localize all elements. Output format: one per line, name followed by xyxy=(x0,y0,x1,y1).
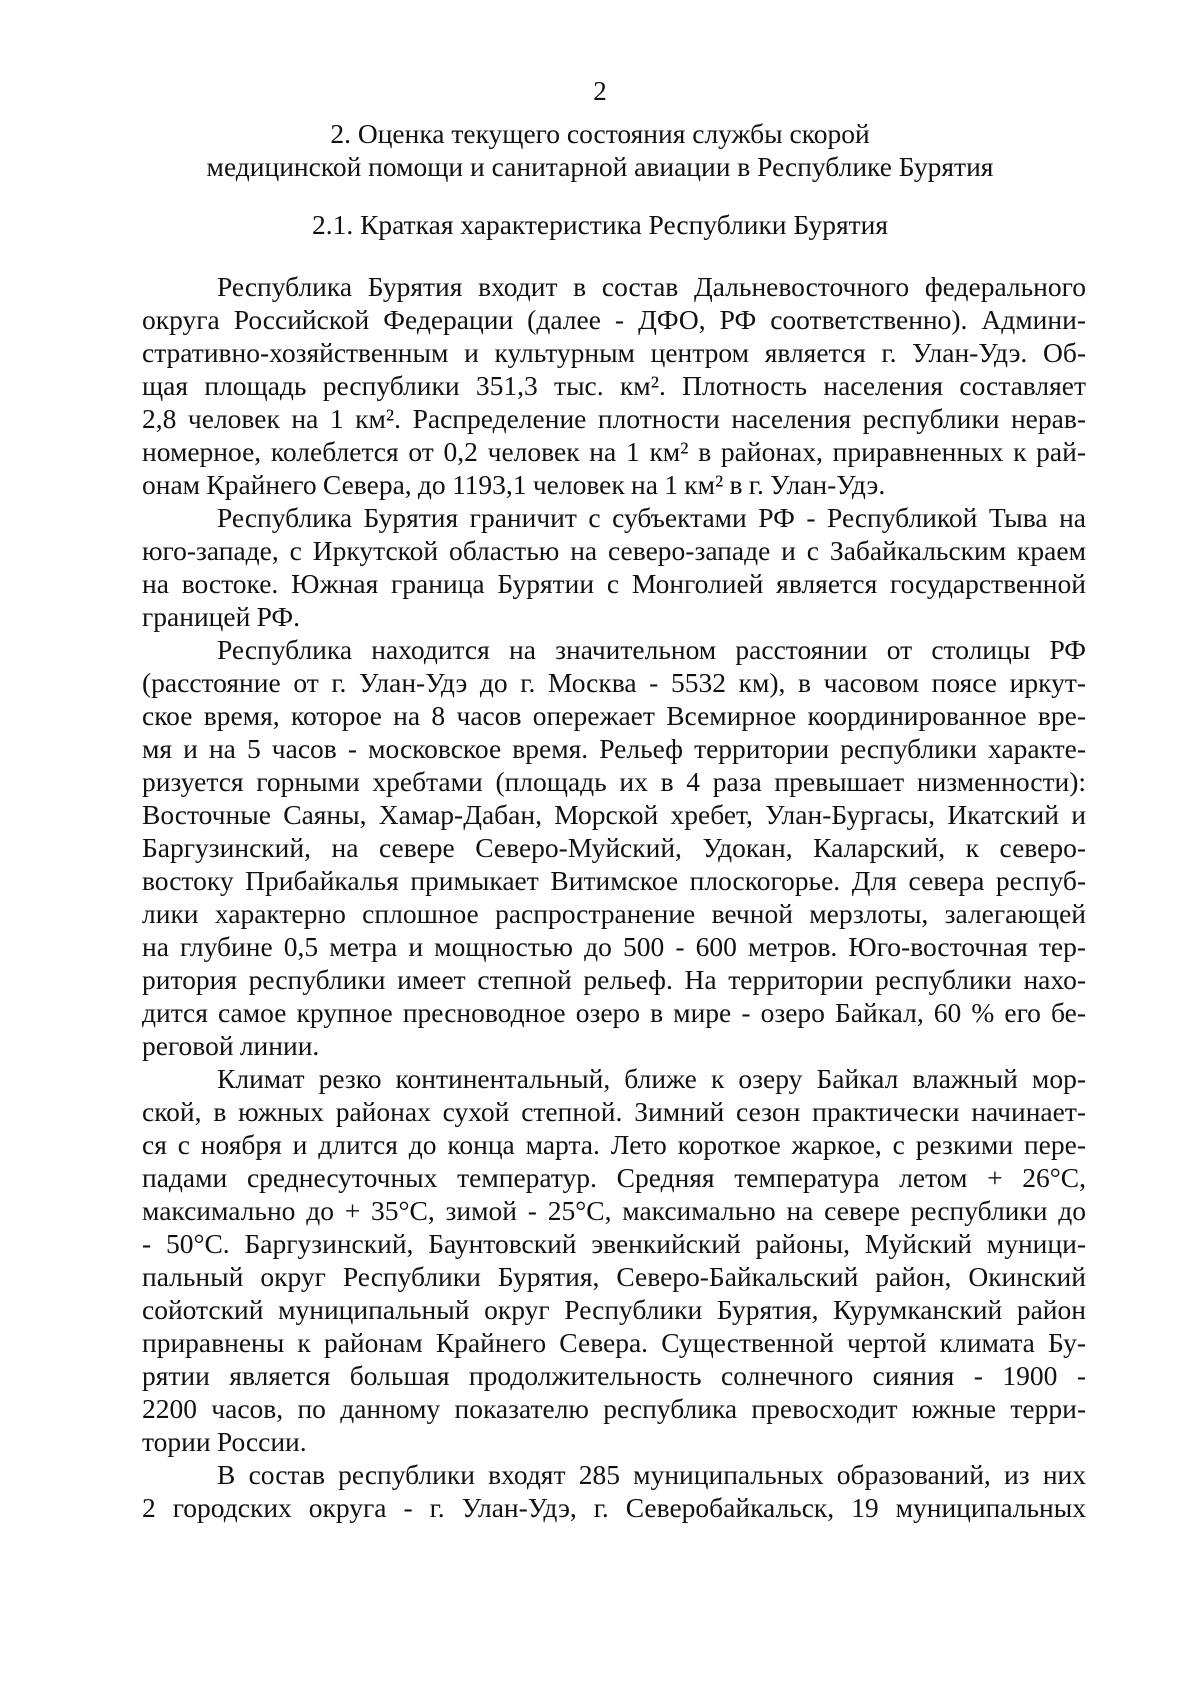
paragraph xyxy=(142,633,1086,1062)
paragraph-line: ризуется горными хребтами (площадь их в 4 раза превышает низменности): xyxy=(142,766,1086,797)
paragraph-line: Республика находится на значительном расстоянии от столицы РФ xyxy=(217,634,1086,665)
paragraph-line: Республика Бурятия входит в состав Дальневосточного федерального xyxy=(217,271,1086,302)
paragraph-line: пальный округ Республики Бурятия, Северо-Байкальский район, Окинский xyxy=(142,1261,1086,1292)
paragraph xyxy=(142,1062,1086,1458)
paragraph-line: (расстояние от г. Улан-Удэ до г. Москва - 5532 км), в часовом поясе иркут- xyxy=(142,667,1086,698)
paragraph-line: приравнены к районам Крайнего Севера. Существенной чертой климата Бу- xyxy=(142,1327,1086,1358)
paragraph-line: - 50°С. Баргузинский, Баунтовский эвенкийский районы, Муйский муници- xyxy=(142,1228,1086,1259)
section-heading-line: медицинской помощи и санитарной авиации в Республике Бурятия xyxy=(206,151,994,182)
paragraph xyxy=(142,270,1086,501)
paragraph-line: ся с ноября и длится до конца марта. Лето короткое жаркое, с резкими пере- xyxy=(142,1129,1086,1160)
paragraph-line: онам Крайнего Севера, до 1193,1 человек на 1 км² в г. Улан-Удэ. xyxy=(142,469,886,500)
paragraph-line: ской, в южных районах сухой степной. Зимний сезон практически начинает- xyxy=(142,1096,1086,1127)
section-heading-line: 2. Оценка текущего состояния службы скорой xyxy=(330,118,870,149)
paragraph-line: мя и на 5 часов - московское время. Рельеф территории республики характе- xyxy=(142,733,1086,764)
paragraph-line: на глубине 0,5 метра и мощностью до 500 - 600 метров. Юго-восточная тер- xyxy=(142,931,1086,962)
paragraph-line: лики характерно сплошное распространение вечной мерзлоты, залегающей xyxy=(142,898,1086,929)
paragraph-line: границей РФ. xyxy=(142,601,301,632)
paragraph-line: падами среднесуточных температур. Средняя температура летом + 26°С, xyxy=(142,1162,1086,1193)
paragraph-line: 2 городских округа - г. Улан-Удэ, г. Северобайкальск, 19 муниципальных xyxy=(142,1492,1086,1523)
paragraph-line: номерное, колеблется от 0,2 человек на 1 км² в районах, приравненных к рай- xyxy=(142,436,1086,467)
paragraph-line: дится самое крупное пресноводное озеро в мире - озеро Байкал, 60 % его бе- xyxy=(142,997,1086,1028)
subsection-heading xyxy=(120,208,1080,241)
section-heading xyxy=(120,117,1080,183)
paragraph-line: Республика Бурятия граничит с субъектами РФ - Республикой Тыва на xyxy=(217,502,1086,533)
subsection-heading-line: 2.1. Краткая характеристика Республики Бурятия xyxy=(311,209,889,240)
paragraph xyxy=(142,501,1086,633)
paragraph-line: стративно-хозяйственным и культурным центром является г. Улан-Удэ. Об- xyxy=(142,337,1086,368)
paragraph-line: юго-западе, с Иркутской областью на северо-западе и с Забайкальским краем xyxy=(142,535,1086,566)
paragraph-line: рятии является большая продолжительность солнечного сияния - 1900 - xyxy=(142,1360,1086,1391)
body-text xyxy=(142,270,1086,1524)
paragraph xyxy=(142,1458,1086,1524)
paragraph-line: Баргузинский, на севере Северо-Муйский, Удокан, Каларский, к северо- xyxy=(142,832,1086,863)
paragraph-line: Климат резко континентальный, ближе к озеру Байкал влажный мор- xyxy=(217,1063,1086,1094)
paragraph-line: В состав республики входят 285 муниципальных образований, из них xyxy=(217,1459,1086,1490)
paragraph-line: щая площадь республики 351,3 тыс. км². Плотность населения составляет xyxy=(142,370,1086,401)
paragraph-line: округа Российской Федерации (далее - ДФО, РФ соответственно). Админи- xyxy=(142,304,1086,335)
paragraph-line: на востоке. Южная граница Бурятии с Монголией является государственной xyxy=(142,568,1086,599)
paragraph-line: реговой линии. xyxy=(142,1030,320,1061)
paragraph-line: востоку Прибайкалья примыкает Витимское плоскогорье. Для севера респуб- xyxy=(142,865,1086,896)
paragraph-line: сойотский муниципальный округ Республики Бурятия, Курумканский район xyxy=(142,1294,1086,1325)
page-number: 2 xyxy=(593,76,607,106)
paragraph-line: 2,8 человек на 1 км². Распределение плотности населения республики нерав- xyxy=(142,403,1086,434)
paragraph-line: Восточные Саяны, Хамар-Дабан, Морской хребет, Улан-Бургасы, Икатский и xyxy=(142,799,1086,830)
paragraph-line: максимально до + 35°С, зимой - 25°С, максимально на севере республики до xyxy=(142,1195,1086,1226)
paragraph-line: ритория республики имеет степной рельеф. На территории республики нахо- xyxy=(142,964,1086,995)
paragraph-line: ское время, которое на 8 часов опережает Всемирное координированное вре- xyxy=(142,700,1086,731)
paragraph-line: 2200 часов, по данному показателю республика превосходит южные терри- xyxy=(142,1393,1086,1424)
paragraph-line: тории России. xyxy=(142,1426,307,1457)
